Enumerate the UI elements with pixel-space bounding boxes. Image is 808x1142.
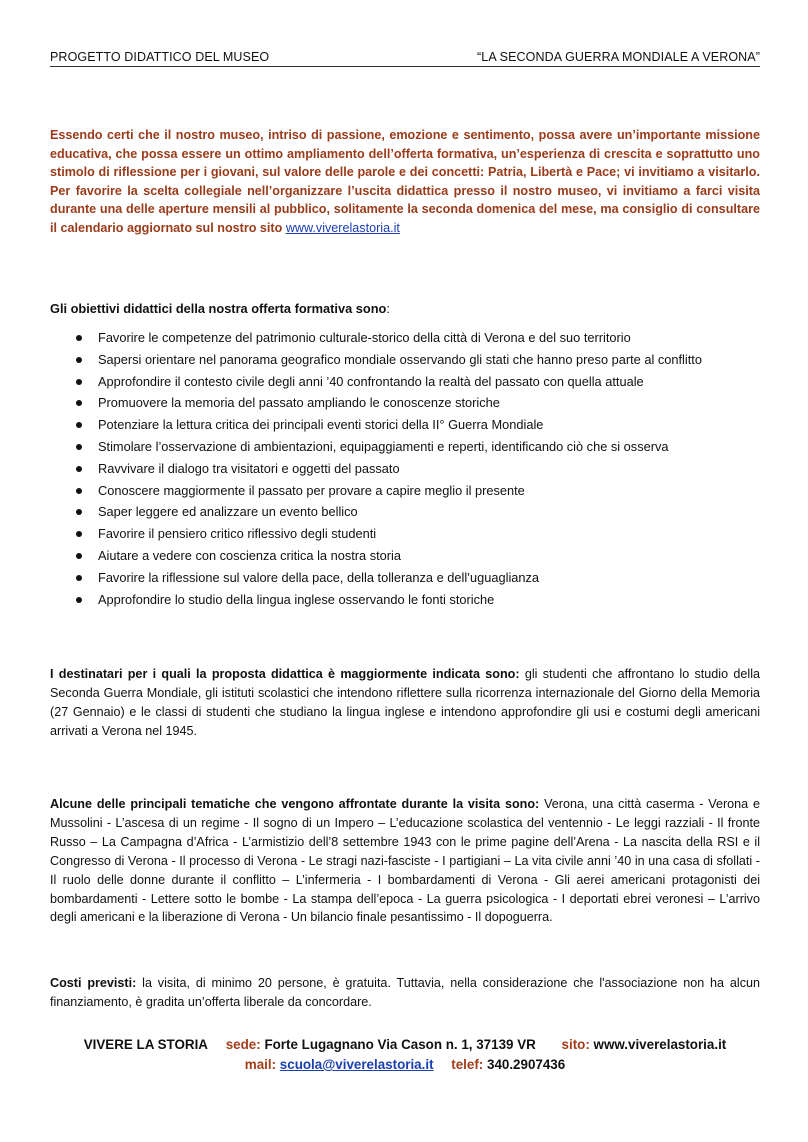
bullet-icon <box>76 509 82 515</box>
objectives-title: Gli obiettivi didattici della nostra offerta formativa sono: <box>50 301 390 316</box>
objective-text: Approfondire lo studio della lingua inglese osservando le fonti storiche <box>98 591 495 607</box>
bullet-icon <box>76 335 82 341</box>
footer-telef-label: telef: <box>451 1057 484 1072</box>
objective-item <box>50 523 760 545</box>
footer-sito-label: sito: <box>561 1037 590 1052</box>
header-left: PROGETTO DIDATTICO DEL MUSEO <box>50 50 270 64</box>
objective-text: Aiutare a vedere con coscienza critica la nostra storia <box>98 547 402 563</box>
objective-item <box>50 480 760 502</box>
costi-paragraph <box>50 974 760 1012</box>
bullet-icon <box>76 531 82 537</box>
objective-text: Saper leggere ed analizzare un evento bellico <box>98 504 358 520</box>
destinatari-text: gli studenti che affrontano lo studio della Seconda Guerra Mondiale, gli istituti scolastici che intendono riflettere sulla ricorrenza internazionale del Giorno della Memoria (27 Gennaio) e le classi di studenti che studiano la lingua inglese e intendono approfondire gli usi e costumi degli americani arrivati a Verona nel 1945. <box>50 667 760 738</box>
footer-telef-value: 340.2907436 <box>487 1057 566 1072</box>
footer-line-1 <box>50 1035 760 1055</box>
bullet-icon <box>76 488 82 494</box>
objective-text: Favorire il pensiero critico riflessivo degli studenti <box>98 526 377 542</box>
objective-item <box>50 567 760 589</box>
objective-item <box>50 545 760 567</box>
objective-text: Ravvivare il dialogo tra visitatori e oggetti del passato <box>98 460 400 476</box>
footer-sede-value: Forte Lugagnano Via Cason n. 1, 37139 VR <box>264 1037 536 1052</box>
header-right: “LA SECONDA GUERRA MONDIALE A VERONA” <box>477 50 760 64</box>
destinatari-label: I destinatari per i quali la proposta didattica è maggiormente indicata sono: <box>50 667 520 681</box>
tematiche-text: Verona, una città caserma - Verona e Mussolini - L’ascesa di un regime - Il sogno di un Impero – L’educazione scolastica del ventennio - Le leggi razziali - Il fronte Russo – La Campagna d’Africa - L’armistizio dell’8 settembre 1943 con le prime pagine dell’Arena - La nascita della RSI e il Congresso di Verona - Il processo di Verona - Le stragi nazi-fasciste - I partigiani – La vita civile anni ’40 in una casa di sfollati - Il ruolo delle donne durante il conflitto – L’infermeria - I bombardamenti di Verona - Gli aerei americani protagonisti dei bombardamenti - Lettere sotto le bombe - La stampa dell’epoca - La guerra psicologica - I deportati ebrei veronesi – L’arrivo degli americani e la liberazione di Verona - Un bilancio finale pesantissimo - Il dopoguerra. <box>50 797 760 925</box>
bullet-icon <box>76 357 82 363</box>
bullet-icon <box>76 444 82 450</box>
objective-text: Conoscere maggiormente il passato per provare a capire meglio il presente <box>98 482 525 498</box>
objective-text: Potenziare la lettura critica dei principali eventi storici della II° Guerra Mondiale <box>98 417 544 433</box>
objectives-list <box>50 327 760 610</box>
objective-text: Favorire la riflessione sul valore della pace, della tolleranza e dell’uguaglianza <box>98 569 540 585</box>
footer-sede-label: sede: <box>225 1037 261 1052</box>
bullet-icon <box>76 400 82 406</box>
objective-text: Favorire le competenze del patrimonio culturale-storico della città di Verona e del suo territorio <box>98 330 631 345</box>
footer-mail-label: mail: <box>244 1057 277 1072</box>
footer-mail-link[interactable]: scuola@viverelastoria.it <box>279 1057 434 1072</box>
costi-text: la visita, di minimo 20 persone, è gratuita. Tuttavia, nella considerazione che l'associazione non ha alcun finanziamento, è gradita un’offerta liberale da concordare. <box>50 976 761 1009</box>
bullet-icon <box>76 553 82 559</box>
page-footer <box>50 1035 760 1075</box>
footer-line-2 <box>50 1055 760 1075</box>
objective-text: Stimolare l’osservazione di ambientazioni, equipaggiamenti e reperti, identificando ciò che si osserva <box>98 438 669 454</box>
intro-paragraph <box>50 126 760 237</box>
objective-item <box>50 436 760 458</box>
bullet-icon <box>76 379 82 385</box>
page-header <box>50 50 760 67</box>
objective-text: Promuovere la memoria del passato ampliando le conoscenze storiche <box>98 395 500 411</box>
objective-item <box>50 349 760 371</box>
destinatari-paragraph <box>50 665 760 741</box>
objective-item <box>50 327 760 349</box>
intro-text: Essendo certi che il nostro museo, intriso di passione, emozione e sentimento, possa avere un’importante missione educativa, che possa essere un ottimo ampliamento dell’offerta formativa, un’esperienza di crescita e soprattutto uno stimolo di riflessione per i giovani, sul valore delle parole e dei concetti: Patria, Libertà e Pace; vi invitiamo a visitarlo. Per favorire la scelta collegiale nell’organizzare l’uscita didattica presso il nostro museo, vi invitiamo a farci visita durante una delle aperture mensili al pubblico, solitamente la seconda domenica del mese, ma consiglio di consultare il calendario aggiornato sul nostro sito <box>50 128 760 235</box>
objective-item <box>50 392 760 414</box>
objective-item <box>50 458 760 480</box>
bullet-icon <box>76 597 82 603</box>
objective-item <box>50 589 760 611</box>
objective-text: Sapersi orientare nel panorama geografico mondiale osservando gli stati che hanno preso parte al conflitto <box>98 351 702 367</box>
website-link[interactable]: www.viverelastoria.it <box>285 220 400 235</box>
objective-item <box>50 501 760 523</box>
tematiche-paragraph <box>50 795 760 927</box>
bullet-icon <box>76 422 82 428</box>
costi-label: Costi previsti: <box>50 976 137 990</box>
bullet-icon <box>76 575 82 581</box>
objective-text: Approfondire il contesto civile degli anni ’40 confrontando la realtà del passato con quella attuale <box>98 373 644 389</box>
objective-item <box>50 371 760 393</box>
footer-org: VIVERE LA STORIA <box>83 1037 208 1052</box>
footer-sito-value[interactable]: www.viverelastoria.it <box>593 1037 727 1052</box>
bullet-icon <box>76 466 82 472</box>
tematiche-label: Alcune delle principali tematiche che vengono affrontate durante la visita sono: <box>50 797 540 811</box>
objective-item <box>50 414 760 436</box>
